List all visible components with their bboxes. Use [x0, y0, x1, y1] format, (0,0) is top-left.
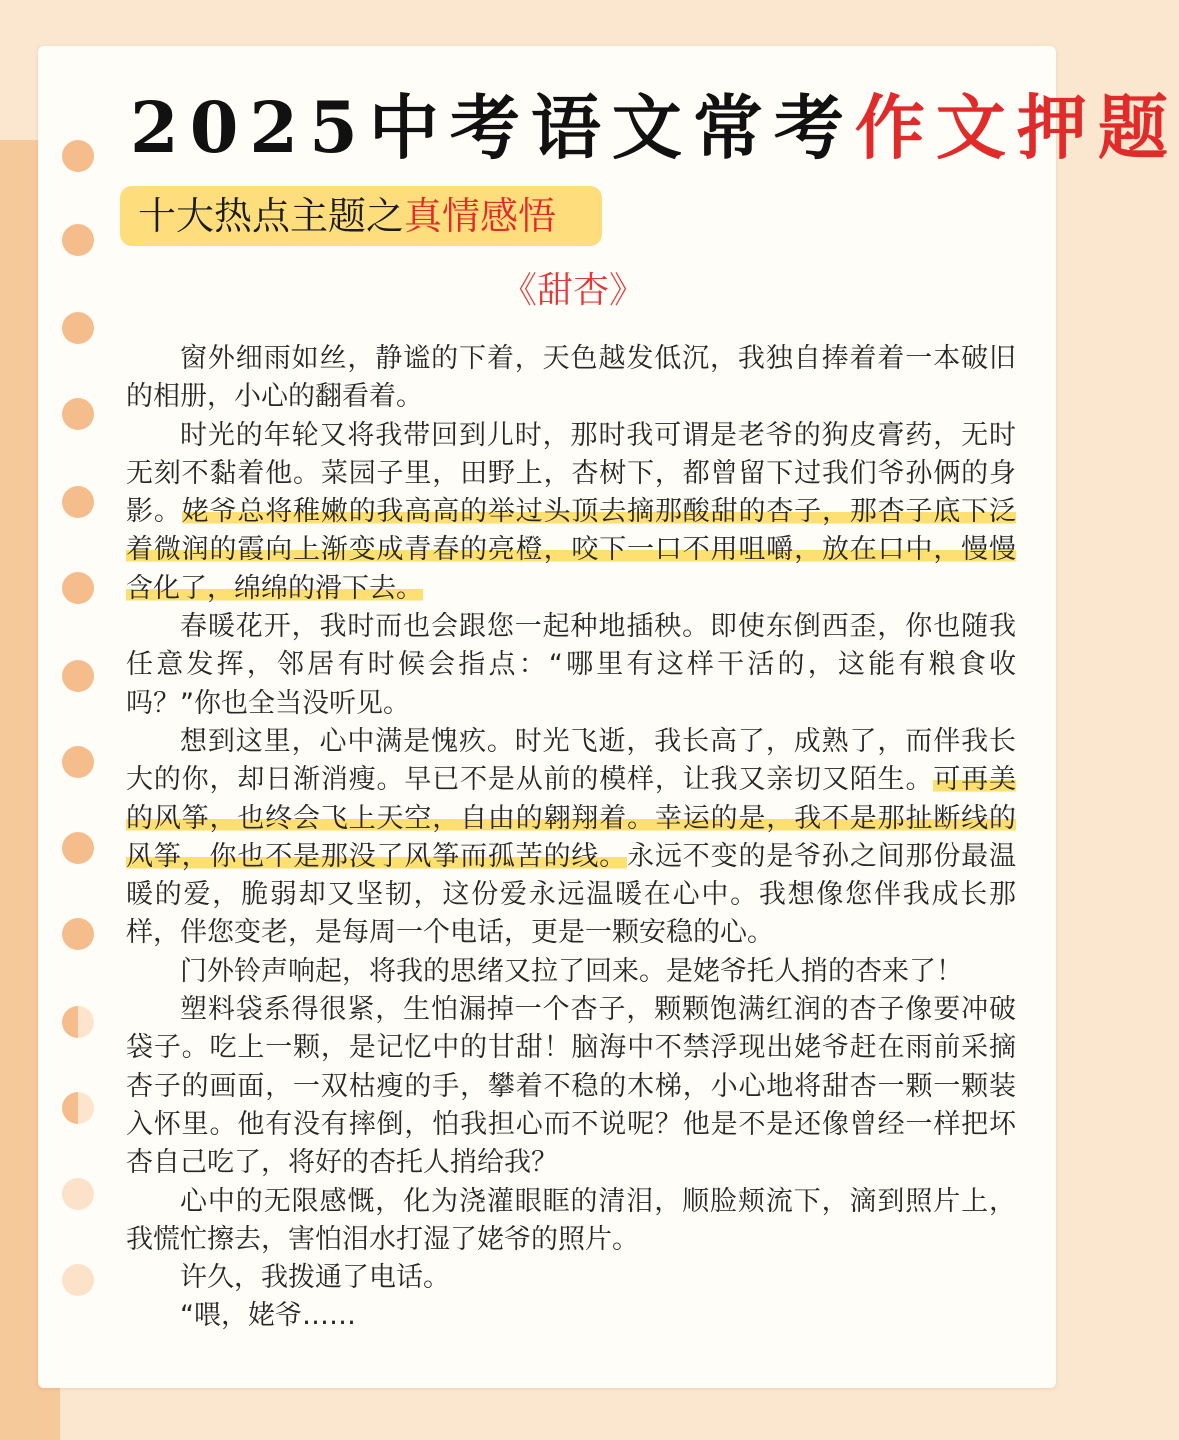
binder-ring	[62, 918, 94, 950]
subtitle-red-part: 真情感悟	[404, 194, 557, 238]
binder-ring	[62, 746, 94, 778]
binder-ring	[62, 832, 94, 864]
paragraph-text: 时光的年轮又将我带回到儿时，那时我可谓是老爷的狗皮膏药，无时无刻不黏着他。菜园子里，田野上，杏树下，都曾留下过我们爷孙俩的身影。	[126, 419, 1016, 528]
binder-ring	[62, 224, 94, 256]
paragraph	[126, 723, 1016, 953]
paragraph: 心中的无限感慨，化为浇灌眼眶的清泪，顺脸颊流下，滴到照片上，我慌忙擦去，害怕泪水打湿了姥爷的照片。	[126, 1185, 1016, 1255]
title-red-part: 作文押题	[854, 86, 1179, 169]
binder-ring	[62, 1264, 94, 1296]
paragraph: “喂，姥爷……	[180, 1300, 356, 1332]
essay-title: 《甜杏》	[500, 270, 645, 311]
paragraph: 塑料袋系得很紧，生怕漏掉一个杏子，颗颗饱满红润的杏子像要冲破袋子。吃上一颗，是记忆中的甘甜！脑海中不禁浮现出姥爷赶在雨前采摘杏子的画面，一双枯瘦的手，攀着不稳的木梯，小心地将甜杏一颗一颗装入怀里。他有没有摔倒，怕我担心而不说呢？他是不是还像曾经一样把坏杏自己吃了，将好的杏托人捎给我？	[126, 994, 1016, 1179]
subtitle-black-part: 十大热点主题之	[138, 194, 405, 238]
binder-ring	[62, 398, 94, 430]
subtitle-banner	[120, 186, 602, 246]
paragraph: 窗外细雨如丝，静谧的下着，天色越发低沉，我独自捧着着一本破旧的相册，小心的翻看着。	[126, 343, 1016, 413]
binder-ring	[62, 1006, 94, 1038]
binder-ring	[62, 140, 94, 172]
binder-ring	[62, 1178, 94, 1210]
page-title	[130, 78, 1179, 178]
binder-ring	[62, 1092, 94, 1124]
binder-ring	[62, 486, 94, 518]
binder-ring	[62, 312, 94, 344]
paragraph: 门外铃声响起，将我的思绪又拉了回来。是姥爷托人捎的杏来了！	[180, 955, 963, 987]
paragraph: 许久，我拨通了电话。	[180, 1262, 450, 1294]
paragraph	[126, 417, 1016, 608]
paragraph: 春暖花开，我时而也会跟您一起种地插秧。即使东倒西歪，你也随我任意发挥，邻居有时候会指点：“哪里有这样干活的，这能有粮食收吗？”你也全当没听见。	[126, 611, 1016, 719]
paragraph-text: 想到这里，心中满是愧疚。时光飞逝，我长高了，成熟了，而伴我长大的你，却日渐消瘦。早已不是从前的模样，让我又亲切又陌生。	[126, 725, 1016, 796]
title-black-part: 2025中考语文常考	[130, 86, 855, 169]
highlighted-text: 姥爷总将稚嫩的我高高的举过头顶去摘那酸甜的杏子，那杏子底下泛着微润的霞向上渐变成青春的亮橙，咬下一口不用咀嚼，放在口中，慢慢含化了，绵绵的滑下去。	[126, 496, 1017, 604]
essay-body	[126, 340, 1016, 1336]
highlighted-text: 可再美的风筝，也终会飞上天空，自由的翱翔着。幸运的是，我不是那扯断线的风筝，你也不是那没了风筝而孤苦的线。	[126, 764, 1017, 872]
binder-ring	[62, 660, 94, 692]
binder-ring	[62, 572, 94, 604]
paragraph-text: 永远不变的是爷孙之间那份最温暖的爱，脆弱却又坚韧，这份爱永远温暖在心中。我想像您伴我成长那样，伴您变老，是每周一个电话，更是一颗安稳的心。	[126, 840, 1017, 949]
